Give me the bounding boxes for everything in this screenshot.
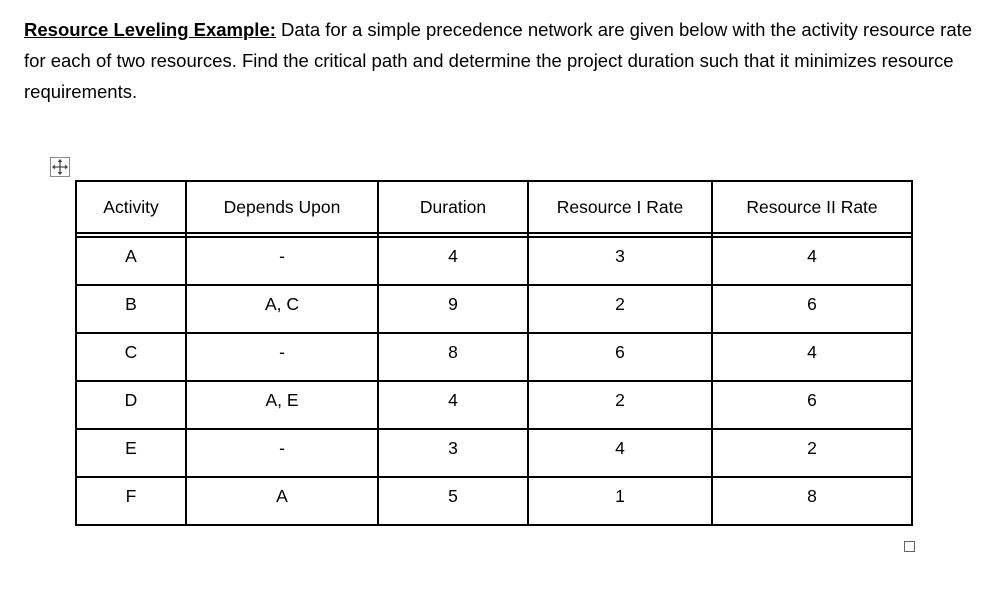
cell-duration: 8	[378, 333, 528, 381]
cell-duration: 9	[378, 285, 528, 333]
cell-duration: 4	[378, 381, 528, 429]
cell-resource-ii-rate: 4	[712, 333, 912, 381]
table-row	[76, 429, 912, 477]
cell-depends-upon: A, E	[186, 381, 378, 429]
cell-depends-upon: A	[186, 477, 378, 525]
cell-depends-upon: -	[186, 333, 378, 381]
cell-resource-i-rate: 4	[528, 429, 712, 477]
cell-resource-i-rate: 6	[528, 333, 712, 381]
table-move-handle[interactable]	[50, 157, 70, 177]
problem-body: Data for a simple precedence network are given below with the activity resource rate for each of two resources. Find the critical path and determine the project duration such that it minimizes resource requirements.	[24, 19, 973, 102]
cell-resource-ii-rate: 4	[712, 237, 912, 285]
cell-activity: B	[76, 285, 186, 333]
table-row	[76, 285, 912, 333]
resource-table	[75, 180, 913, 526]
cell-activity: D	[76, 381, 186, 429]
cell-activity: C	[76, 333, 186, 381]
cell-resource-ii-rate: 6	[712, 381, 912, 429]
cell-resource-ii-rate: 6	[712, 285, 912, 333]
table-row	[76, 381, 912, 429]
cell-activity: A	[76, 237, 186, 285]
cell-depends-upon: -	[186, 237, 378, 285]
cell-resource-i-rate: 3	[528, 237, 712, 285]
table-header-row	[76, 181, 912, 233]
cell-resource-i-rate: 2	[528, 381, 712, 429]
column-header-duration: Duration	[378, 181, 528, 233]
cell-activity: E	[76, 429, 186, 477]
table-row	[76, 333, 912, 381]
column-header-activity: Activity	[76, 181, 186, 233]
cell-resource-i-rate: 1	[528, 477, 712, 525]
column-header-depends-upon: Depends Upon	[186, 181, 378, 233]
table-row	[76, 237, 912, 285]
cell-duration: 5	[378, 477, 528, 525]
problem-heading: Resource Leveling Example:	[24, 19, 276, 40]
cell-activity: F	[76, 477, 186, 525]
problem-statement	[24, 14, 974, 107]
cell-duration: 3	[378, 429, 528, 477]
column-header-resource-i-rate: Resource I Rate	[528, 181, 712, 233]
cell-duration: 4	[378, 237, 528, 285]
column-header-resource-ii-rate: Resource II Rate	[712, 181, 912, 233]
table-row	[76, 477, 912, 525]
cell-resource-ii-rate: 2	[712, 429, 912, 477]
table-resize-handle[interactable]	[904, 541, 915, 552]
cell-resource-ii-rate: 8	[712, 477, 912, 525]
four-way-move-icon	[51, 158, 69, 176]
cell-depends-upon: A, C	[186, 285, 378, 333]
cell-resource-i-rate: 2	[528, 285, 712, 333]
cell-depends-upon: -	[186, 429, 378, 477]
